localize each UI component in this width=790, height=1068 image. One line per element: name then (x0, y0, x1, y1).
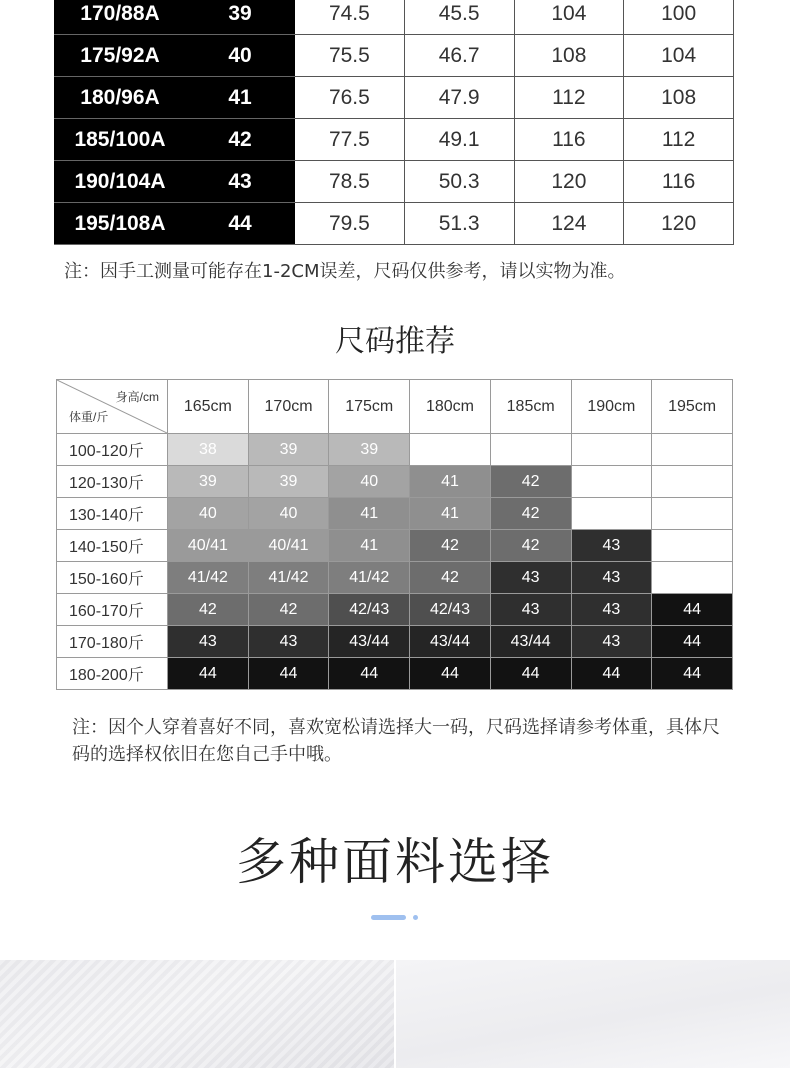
size-cell: 41/42 (329, 562, 410, 594)
size-cell: 44 (652, 594, 733, 626)
size-cell: 44 (652, 626, 733, 658)
size-number-cell: 44 (186, 203, 295, 245)
size-cell: 44 (410, 658, 491, 690)
size-cell: 42 (490, 530, 571, 562)
measurement-cell: 116 (514, 119, 624, 161)
size-cell: 43/44 (410, 626, 491, 658)
height-header-row (57, 380, 733, 434)
size-cell: 40/41 (168, 530, 249, 562)
height-header: 165cm (168, 380, 249, 434)
size-recommendation-title: 尺码推荐 (335, 324, 455, 359)
size-cell: 42 (410, 562, 491, 594)
size-cell: 40 (248, 498, 329, 530)
size-cell: 43 (571, 626, 652, 658)
size-cell: 38 (168, 434, 249, 466)
size-cell: 40 (329, 466, 410, 498)
measurement-cell: 50.3 (404, 161, 514, 203)
size-cell (652, 530, 733, 562)
size-cell (652, 466, 733, 498)
size-row (55, 0, 734, 35)
size-cell: 43 (490, 594, 571, 626)
size-code-cell: 180/96A (55, 77, 186, 119)
measurement-cell: 78.5 (295, 161, 405, 203)
weight-row (57, 434, 733, 466)
weight-row (57, 530, 733, 562)
size-row (55, 203, 734, 245)
size-cell (652, 434, 733, 466)
measurement-cell: 45.5 (404, 0, 514, 35)
size-code-cell: 170/88A (55, 0, 186, 35)
size-cell (571, 498, 652, 530)
size-cell: 43 (571, 530, 652, 562)
title-underline-dot (413, 915, 418, 920)
size-row (55, 35, 734, 77)
size-cell: 44 (652, 658, 733, 690)
measurement-cell: 47.9 (404, 77, 514, 119)
size-code-cell: 175/92A (55, 35, 186, 77)
measurement-cell: 46.7 (404, 35, 514, 77)
size-cell: 43 (490, 562, 571, 594)
size-number-cell: 42 (186, 119, 295, 161)
measurement-cell: 112 (514, 77, 624, 119)
recommendation-body (57, 434, 733, 690)
size-cell: 41/42 (248, 562, 329, 594)
size-cell (652, 562, 733, 594)
measurement-cell: 100 (624, 0, 734, 35)
height-header: 175cm (329, 380, 410, 434)
size-cell: 44 (571, 658, 652, 690)
size-cell: 44 (248, 658, 329, 690)
size-cell: 41 (410, 498, 491, 530)
measurement-cell: 116 (624, 161, 734, 203)
size-cell: 43 (248, 626, 329, 658)
height-header: 195cm (652, 380, 733, 434)
size-cell: 39 (248, 434, 329, 466)
weight-label: 180-200斤 (57, 658, 168, 690)
size-cell: 42 (410, 530, 491, 562)
size-choice-note: 注：因个人穿着喜好不同，喜欢宽松请选择大一码，尺码选择请参考体重，具体尺码的选择权依旧在您自己手中哦。 (72, 717, 720, 765)
weight-label: 150-160斤 (57, 562, 168, 594)
size-cell: 39 (168, 466, 249, 498)
corner-weight-label: 体重/斤 (69, 410, 109, 424)
size-cell: 43 (571, 594, 652, 626)
size-table (54, 0, 734, 245)
measurement-cell: 104 (514, 0, 624, 35)
measurement-cell: 49.1 (404, 119, 514, 161)
fabric-section-title: 多种面料选择 (236, 833, 554, 891)
weight-label: 160-170斤 (57, 594, 168, 626)
height-header: 170cm (248, 380, 329, 434)
weight-row (57, 626, 733, 658)
fabric-image-right (396, 960, 790, 1068)
size-row (55, 77, 734, 119)
measurement-cell: 76.5 (295, 77, 405, 119)
size-number-cell: 41 (186, 77, 295, 119)
measurement-cell: 79.5 (295, 203, 405, 245)
size-code-cell: 190/104A (55, 161, 186, 203)
size-cell (490, 434, 571, 466)
measurement-cell: 112 (624, 119, 734, 161)
measurement-cell: 104 (624, 35, 734, 77)
weight-label: 140-150斤 (57, 530, 168, 562)
height-header: 180cm (410, 380, 491, 434)
size-cell: 42 (490, 466, 571, 498)
size-cell: 44 (168, 658, 249, 690)
size-number-cell: 40 (186, 35, 295, 77)
size-code-cell: 195/108A (55, 203, 186, 245)
measurement-cell: 108 (624, 77, 734, 119)
size-number-cell: 39 (186, 0, 295, 35)
height-header: 190cm (571, 380, 652, 434)
size-cell: 41 (410, 466, 491, 498)
weight-label: 100-120斤 (57, 434, 168, 466)
size-recommendation-table (56, 379, 733, 690)
fabric-image-left (0, 960, 394, 1068)
size-cell (652, 498, 733, 530)
corner-cell (57, 380, 168, 434)
measurement-cell: 74.5 (295, 0, 405, 35)
size-cell (410, 434, 491, 466)
size-cell: 42 (248, 594, 329, 626)
size-cell: 42 (490, 498, 571, 530)
weight-row (57, 658, 733, 690)
size-cell: 41 (329, 498, 410, 530)
title-underline-bar (371, 915, 406, 920)
weight-row (57, 594, 733, 626)
size-cell: 40 (168, 498, 249, 530)
size-cell (571, 466, 652, 498)
corner-height-label: 身高/cm (115, 390, 159, 404)
size-row (55, 119, 734, 161)
measurement-cell: 51.3 (404, 203, 514, 245)
weight-row (57, 498, 733, 530)
size-cell: 40/41 (248, 530, 329, 562)
size-cell: 39 (248, 466, 329, 498)
size-code-cell: 185/100A (55, 119, 186, 161)
size-cell: 43/44 (490, 626, 571, 658)
measurement-cell: 120 (514, 161, 624, 203)
height-header: 185cm (490, 380, 571, 434)
size-table-body (55, 0, 734, 245)
weight-label: 120-130斤 (57, 466, 168, 498)
size-cell: 43 (571, 562, 652, 594)
size-cell: 43 (168, 626, 249, 658)
size-row (55, 161, 734, 203)
size-cell: 39 (329, 434, 410, 466)
weight-label: 130-140斤 (57, 498, 168, 530)
size-number-cell: 43 (186, 161, 295, 203)
size-cell: 44 (329, 658, 410, 690)
measurement-cell: 120 (624, 203, 734, 245)
measurement-cell: 75.5 (295, 35, 405, 77)
size-cell (571, 434, 652, 466)
size-cell: 42 (168, 594, 249, 626)
size-cell: 41 (329, 530, 410, 562)
measurement-cell: 108 (514, 35, 624, 77)
size-cell: 43/44 (329, 626, 410, 658)
measurement-cell: 77.5 (295, 119, 405, 161)
weight-label: 170-180斤 (57, 626, 168, 658)
weight-row (57, 562, 733, 594)
weight-row (57, 466, 733, 498)
measurement-cell: 124 (514, 203, 624, 245)
size-cell: 41/42 (168, 562, 249, 594)
size-cell: 44 (490, 658, 571, 690)
size-cell: 42/43 (329, 594, 410, 626)
size-cell: 42/43 (410, 594, 491, 626)
measurement-note: 注：因手工测量可能存在1-2CM误差，尺码仅供参考，请以实物为准。 (64, 261, 626, 282)
